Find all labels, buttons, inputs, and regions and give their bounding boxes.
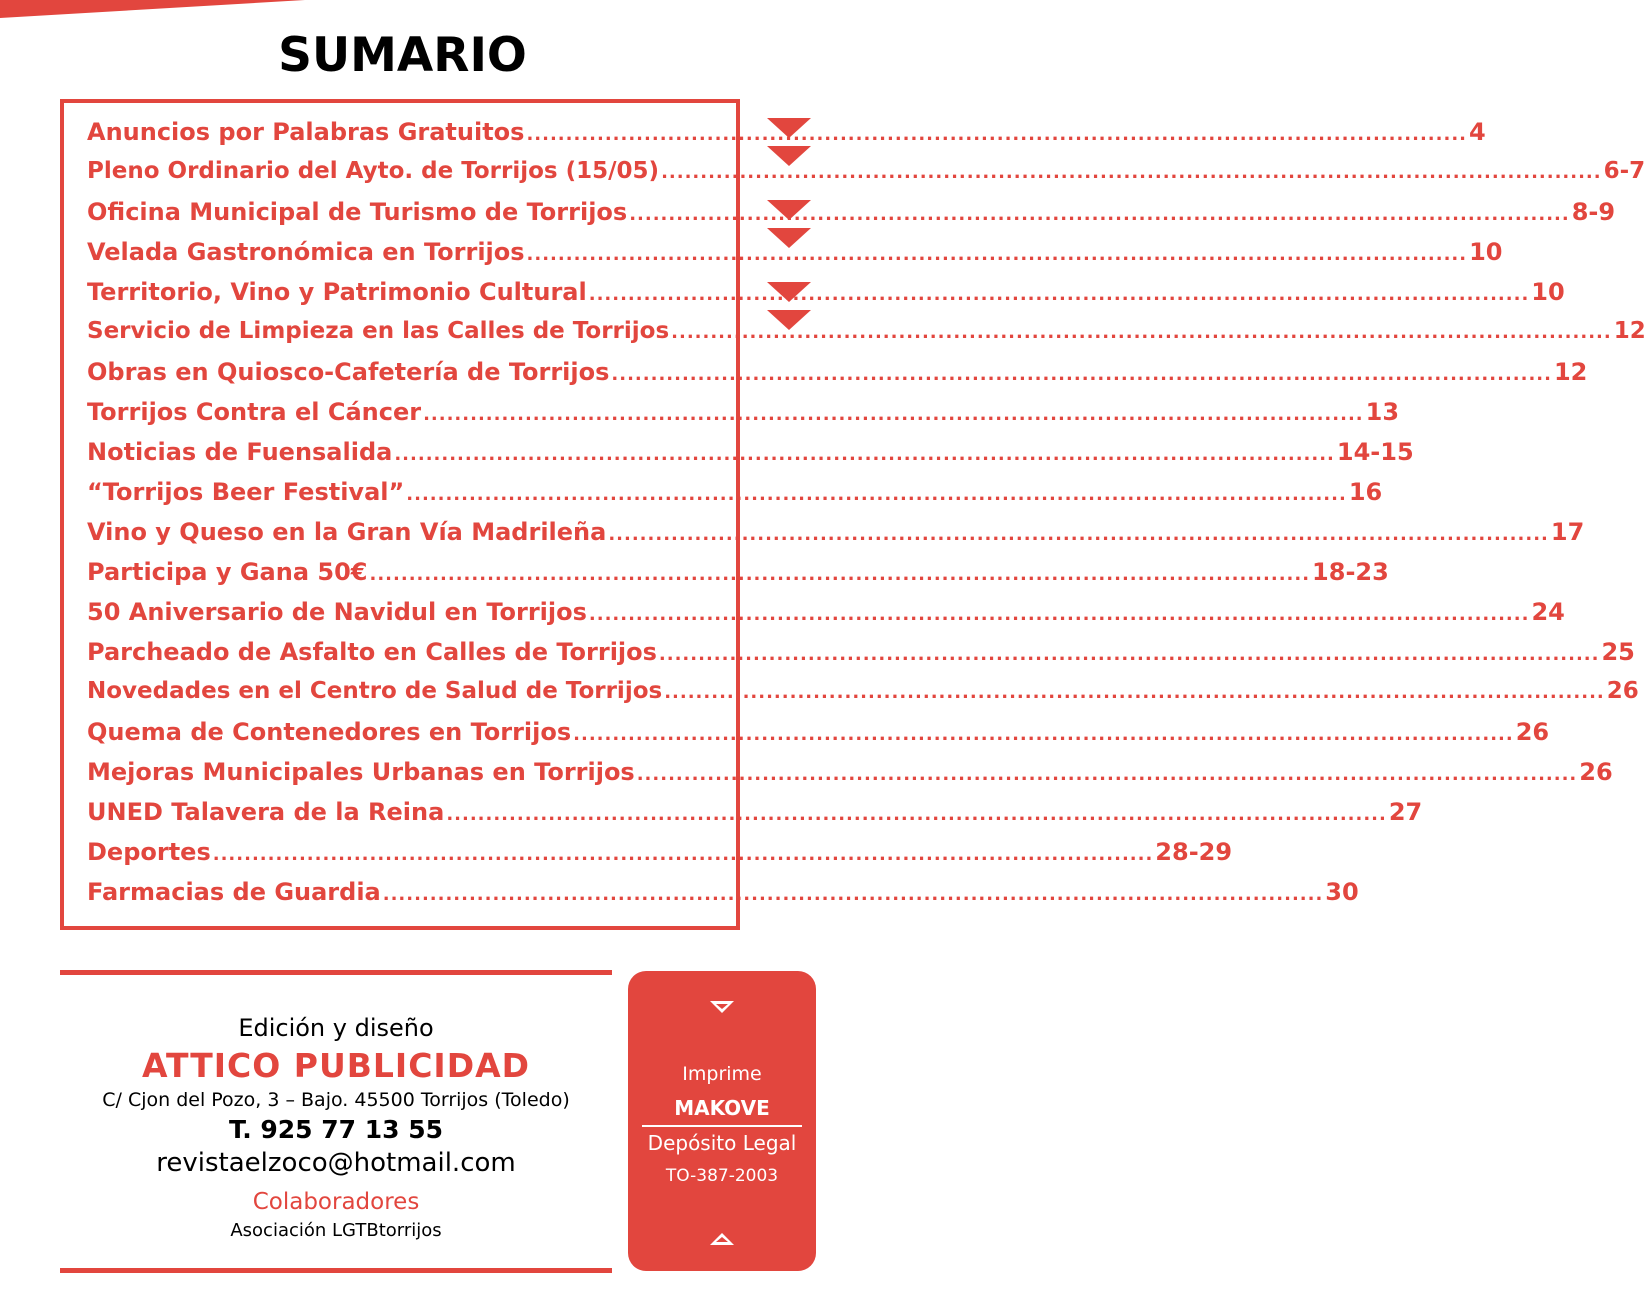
toc-entry[interactable]: [87, 118, 1486, 158]
toc-entry-title: “Torrijos Beer Festival”: [87, 478, 405, 506]
toc-entry[interactable]: [87, 238, 1503, 278]
toc-leader-dots: ........................................................................................................................: [629, 204, 1570, 225]
toc-entry[interactable]: [87, 638, 1635, 678]
toc-entry-title: Noticias de Fuensalida: [87, 438, 393, 466]
toc-entry[interactable]: [87, 478, 1383, 518]
toc-leader-dots: ........................................................................................................................: [423, 404, 1364, 425]
toc-entry-page: 12: [1613, 318, 1646, 344]
toc-leader-dots: ........................................................................................................................: [588, 604, 1530, 625]
print-label: Imprime: [682, 1063, 762, 1085]
toc-entry[interactable]: [87, 518, 1585, 558]
toc-leader-dots: ........................................................................................................................: [636, 764, 1578, 785]
toc-entry[interactable]: [87, 558, 1389, 598]
chevron-down-icon: [767, 200, 811, 220]
page-title: SUMARIO: [278, 28, 527, 83]
toc-leader-dots: ........................................................................................................................: [664, 682, 1605, 703]
chevron-down-icon: [767, 118, 811, 138]
toc-leader-dots: ........................................................................................................................: [573, 724, 1514, 745]
toc-entry-title: Quema de Contenedores en Torrijos: [87, 718, 572, 746]
toc-entry-page: 10: [1469, 238, 1503, 266]
toc-entry[interactable]: [87, 438, 1414, 478]
toc-entry[interactable]: [87, 318, 1646, 358]
edition-label: Edición y diseño: [238, 1014, 434, 1042]
toc-entry-title: 50 Aniversario de Navidul en Torrijos: [87, 598, 587, 626]
chevron-down-icon: [767, 146, 811, 166]
toc-entry-page: 26: [1606, 678, 1639, 704]
toc-entry-page: 18-23: [1312, 558, 1389, 586]
toc-entry-title: Obras en Quiosco-Cafetería de Torrijos: [87, 358, 610, 386]
toc-leader-dots: ........................................................................................................................: [406, 484, 1347, 505]
toc-entry[interactable]: [87, 838, 1233, 878]
toc-entry[interactable]: [87, 598, 1565, 638]
toc-entry-page: 27: [1388, 798, 1423, 826]
print-info-box: [628, 971, 816, 1271]
deposit-code: TO-387-2003: [665, 1166, 779, 1186]
divider-top: [60, 970, 612, 975]
toc-entry[interactable]: [87, 358, 1588, 398]
phone: T. 925 77 13 55: [228, 1115, 444, 1144]
toc-entry-title: UNED Talavera de la Reina: [87, 798, 445, 826]
toc-entry[interactable]: [87, 678, 1639, 718]
toc-entry-title: Novedades en el Centro de Salud de Torrijos: [87, 678, 663, 704]
printer-name: MAKOVE: [674, 1096, 770, 1120]
chevron-down-icon: [767, 228, 811, 248]
toc-entry-title: Vino y Queso en la Gran Vía Madrileña: [87, 518, 607, 546]
toc-entry[interactable]: [87, 278, 1565, 318]
toc-leader-dots: ........................................................................................................................: [658, 644, 1600, 665]
toc-leader-dots: ........................................................................................................................: [526, 244, 1468, 265]
decorative-arrows: [767, 118, 815, 338]
chevron-up-icon: [710, 1233, 734, 1245]
address: C/ Cjon del Pozo, 3 – Bajo. 45500 Torrijos (Toledo): [102, 1089, 570, 1111]
chevron-down-icon: [767, 310, 811, 330]
toc-entry-page: 12: [1553, 358, 1588, 386]
toc-entry[interactable]: [87, 798, 1423, 838]
toc-leader-dots: ........................................................................................................................: [446, 804, 1387, 825]
toc-entry[interactable]: [87, 718, 1550, 758]
toc-entry-page: 16: [1348, 478, 1383, 506]
toc-entry-title: Parcheado de Asfalto en Calles de Torrijos: [87, 638, 657, 666]
toc-entry-title: Deportes: [87, 838, 211, 866]
toc-entry-title: Territorio, Vino y Patrimonio Cultural: [87, 278, 587, 306]
toc-entry[interactable]: [87, 398, 1400, 438]
toc-list: [87, 118, 1646, 918]
toc-entry-title: Oficina Municipal de Turismo de Torrijos: [87, 198, 628, 226]
collaborators-label: Colaboradores: [252, 1189, 420, 1215]
toc-entry-page: 4: [1469, 118, 1486, 146]
toc-entry-page: 28-29: [1155, 838, 1233, 866]
toc-entry-title: Servicio de Limpieza en las Calles de Torrijos: [87, 318, 670, 344]
company-name: ATTICO PUBLICIDAD: [141, 1046, 531, 1085]
toc-entry[interactable]: [87, 758, 1613, 798]
toc-leader-dots: ........................................................................................................................: [671, 322, 1612, 343]
toc-entry-page: 14-15: [1336, 438, 1414, 466]
toc-entry-title: Participa y Gana 50€: [87, 558, 368, 586]
top-red-slash: [0, 0, 823, 20]
toc-entry[interactable]: [87, 878, 1359, 918]
toc-leader-dots: ........................................................................................................................: [611, 364, 1552, 385]
toc-entry-title: Velada Gastronómica en Torrijos: [87, 238, 525, 266]
toc-entry-title: Farmacias de Guardia: [87, 878, 381, 906]
toc-leader-dots: ........................................................................................................................: [608, 524, 1549, 545]
toc-entry-title: Anuncios por Palabras Gratuitos: [87, 118, 525, 146]
toc-entry-page: 30: [1325, 878, 1359, 906]
toc-entry-page: 24: [1531, 598, 1565, 626]
toc-entry-page: 17: [1550, 518, 1585, 546]
toc-entry-title: Torrijos Contra el Cáncer: [87, 398, 422, 426]
chevron-down-icon: [710, 1001, 734, 1013]
divider-bottom: [60, 1268, 612, 1273]
toc-entry-page: 10: [1531, 278, 1565, 306]
toc-entry-title: Pleno Ordinario del Ayto. de Torrijos (15/05): [87, 158, 660, 184]
toc-entry-title: Mejoras Municipales Urbanas en Torrijos: [87, 758, 635, 786]
collaborator-name: Asociación LGTBtorrijos: [230, 1220, 442, 1241]
toc-entry[interactable]: [87, 158, 1646, 198]
toc-entry-page: 6-7: [1603, 158, 1646, 184]
toc-entry-page: 26: [1579, 758, 1613, 786]
deposit-label: Depósito Legal: [647, 1131, 797, 1155]
toc-leader-dots: ........................................................................................................................: [369, 564, 1311, 585]
toc-entry-page: 13: [1365, 398, 1400, 426]
toc-entry-page: 26: [1515, 718, 1550, 746]
toc-entry[interactable]: [87, 198, 1616, 238]
toc-leader-dots: ........................................................................................................................: [588, 284, 1530, 305]
toc-leader-dots: ........................................................................................................................: [394, 444, 1335, 465]
print-box-divider: [642, 1125, 802, 1127]
toc-entry-page: 8-9: [1571, 198, 1616, 226]
toc-leader-dots: ........................................................................................................................: [212, 844, 1154, 865]
toc-leader-dots: ........................................................................................................................: [526, 124, 1467, 145]
chevron-down-icon: [767, 282, 811, 302]
toc-leader-dots: ........................................................................................................................: [661, 162, 1602, 183]
toc-leader-dots: ........................................................................................................................: [382, 884, 1324, 905]
credits-block: [60, 1010, 612, 1242]
email-link[interactable]: revistaelzoco@hotmail.com: [156, 1148, 516, 1178]
toc-entry-page: 25: [1601, 638, 1635, 666]
